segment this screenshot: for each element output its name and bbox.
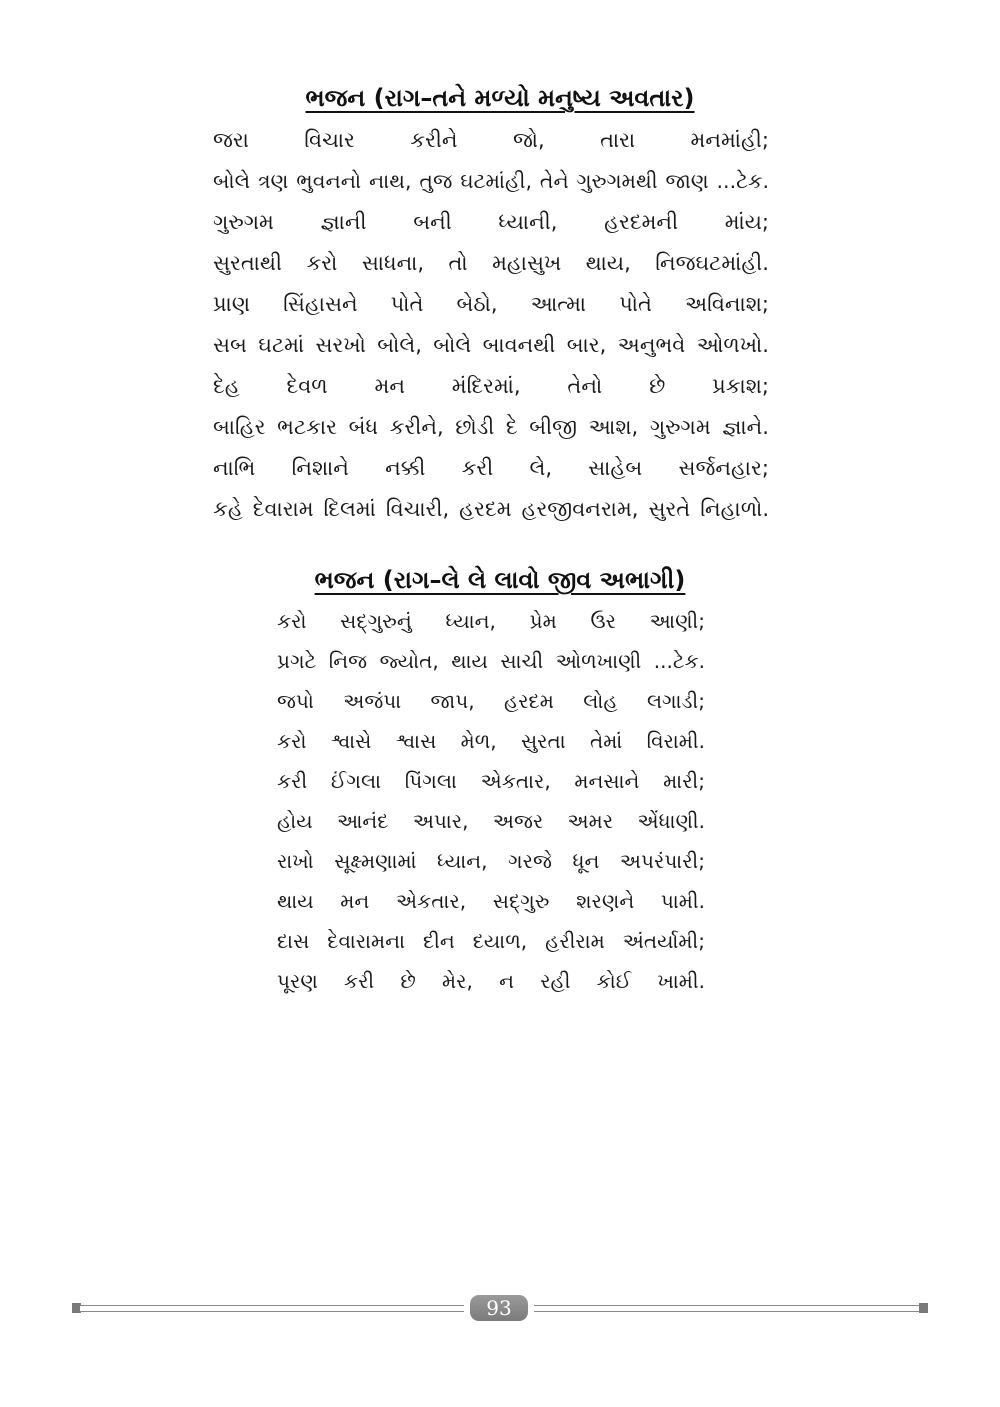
verse-line: પ્રગટે નિજ જ્યોત, થાય સાચી ઓળખાણી ...ટેક. [277,649,705,673]
verse-line: કરો શ્વાસે શ્વાસ મેળ, સુરતા તેમાં વિરામી. [277,729,705,753]
bhajan-title-2: ભજન (રાગ–લે લે લાવો જીવ અભાગી) [314,566,686,594]
verse-line: બાહિર ભટકાર બંધ કરીને, છોડી દે બીજી આશ, ગુરુગમ જ્ઞાને. [213,415,769,439]
footer-rule-cap-right [919,1303,928,1313]
verse-line: સબ ઘટમાં સરખો બોલે, બોલે બાવનથી બાર, અનુભવે ઓળખો. [213,333,769,357]
footer-rule-left [80,1305,464,1312]
verse-line: પૂરણ કરી છે મેર, ન રહી કોઈ ખામી. [277,969,705,993]
verse-line: નાભિ નિશાને નક્કી કરી લે, સાહેબ સર્જનહાર; [213,456,769,480]
verse-line: કરો સદ્ગુરુનું ધ્યાન, પ્રેમ ઉર આણી; [277,609,705,633]
verse-line: જરા વિચાર કરીને જો, તારા મનમાંહી; [213,128,769,152]
verse-line: ગુરુગમ જ્ઞાની બની ધ્યાની, હરદમની માંય; [213,210,769,234]
verse-line: કરી ઈંગલા પિંગલા એકતાર, મનસાને મારી; [277,769,705,793]
verse-line: રાખો સૂક્ષ્મણામાં ધ્યાન, ગરજે ધૂન અપરંપારી; [277,849,705,873]
bhajan-title-1: ભજન (રાગ–તને મળ્યો મનુષ્ય અવતાર) [305,84,695,112]
verse-line: જપો અજંપા જાપ, હરદમ લોહ લગાડી; [277,689,705,713]
verse-line: બોલે ત્રણ ભુવનનો નાથ, તુજ ઘટમાંહી, તેને ગુરુગમથી જાણ ...ટેક. [213,169,769,193]
verse-line: સુરતાથી કરો સાધના, તો મહાસુખ થાય, નિજઘટમાંહી. [213,251,769,275]
verse-line: પ્રાણ સિંહાસને પોતે બેઠો, આત્મા પોતે અવિનાશ; [213,292,769,316]
page-footer [72,1295,928,1323]
verse-line: દાસ દેવારામના દીન દયાળ, હરીરામ અંતર્યામી; [277,929,705,953]
verse-line: થાય મન એકતાર, સદ્ગુરુ શરણને પામી. [277,889,705,913]
verse-line: કહે દેવારામ દિલમાં વિચારી, હરદમ હરજીવનરામ, સુરતે નિહાળો. [213,497,769,521]
verse-line: દેહ દેવળ મન મંદિરમાં, તેનો છે પ્રકાશ; [213,374,769,398]
footer-rule-right [534,1305,920,1312]
bhajan-verse-2 [277,607,705,1007]
page-number: 93 [470,1295,528,1321]
verse-line: હોય આનંદ અપાર, અજર અમર એંધાણી. [277,809,705,833]
bhajan-verse-1 [213,126,769,536]
